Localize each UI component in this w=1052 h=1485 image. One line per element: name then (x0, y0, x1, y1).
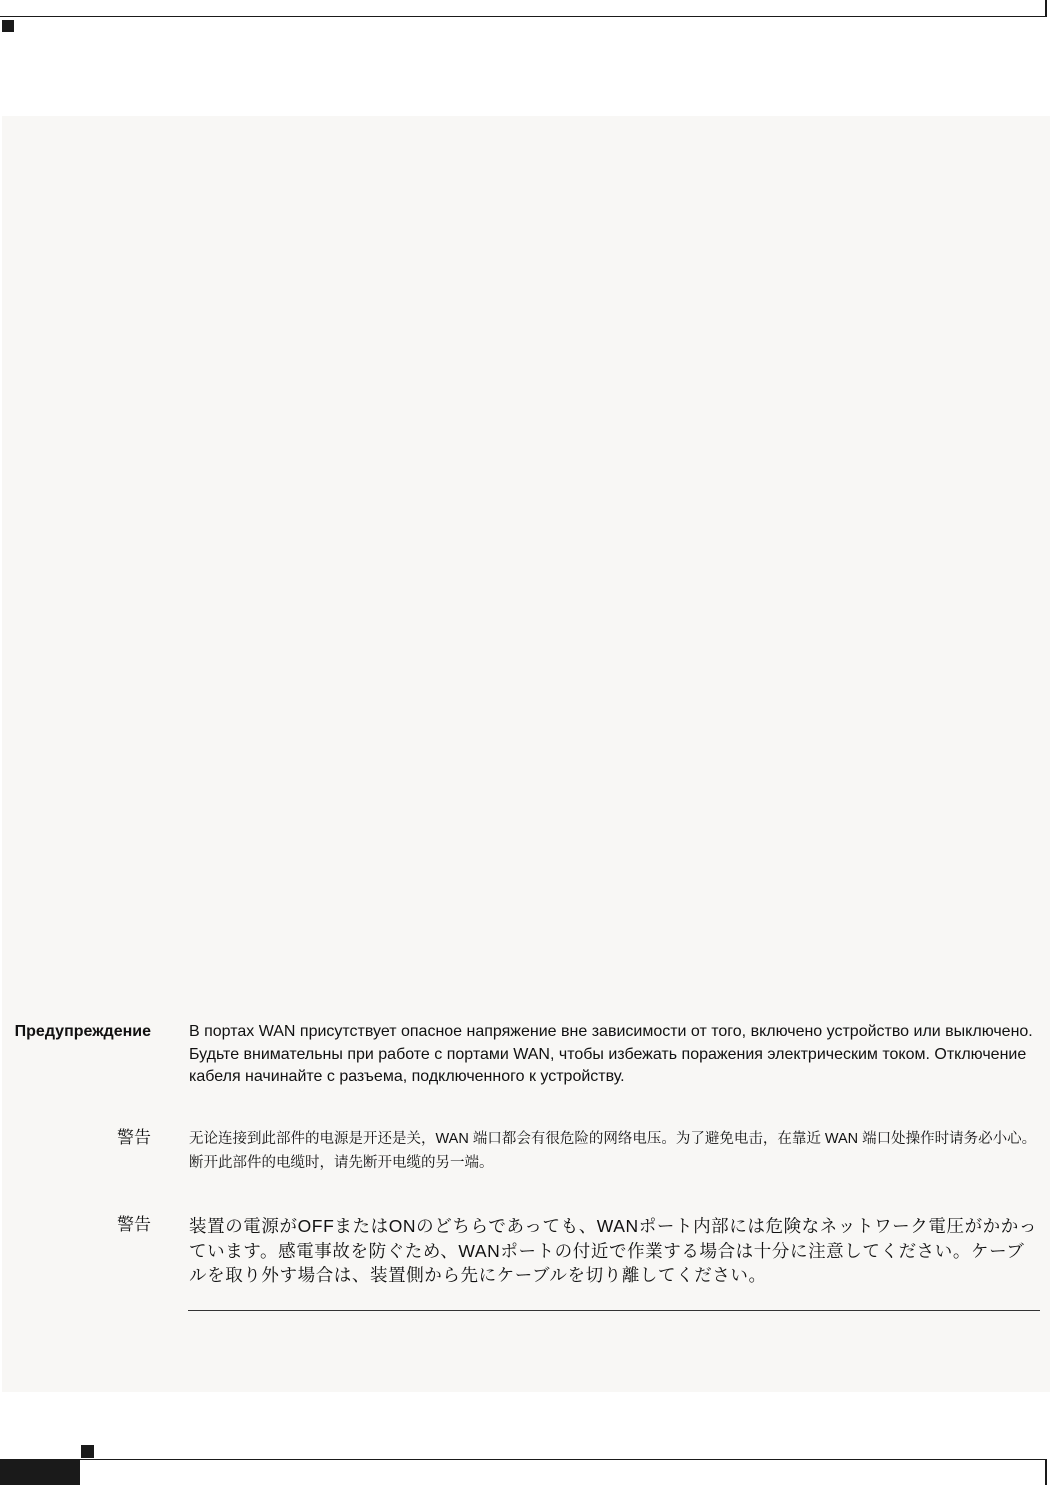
header-corner-mark (1045, 0, 1047, 17)
header-rule (0, 16, 1046, 17)
content-area (2, 116, 1050, 1392)
warning-label-chinese: 警告 (117, 1128, 151, 1147)
footer-corner-mark (1045, 1459, 1047, 1485)
warning-text-japanese: 装置の電源がOFFまたはONのどちらであっても、WANポート内部には危険なネットワーク電圧がかかっています。感電事故を防ぐため、WANポートの付近で作業する場合は十分に注意してください。ケーブルを取り外す場合は、装置側から先にケーブルを切り離してください。 (189, 1216, 1037, 1285)
footer-rule (0, 1459, 1046, 1460)
section-end-rule (188, 1310, 1040, 1311)
footer-square-marker (81, 1445, 94, 1458)
footer-page-tab (0, 1460, 80, 1485)
warning-label-russian: Предупреждение (14, 1023, 151, 1040)
warning-text-russian: В портах WAN присутствует опасное напряжение вне зависимости от того, включено устройство или выключено. Будьте внимательны при работе с портами WAN, чтобы избежать поражения электрическим током. Отключение кабеля начинайте с разъема, подключенного к устройству. (189, 1023, 1033, 1085)
warning-label-japanese: 警告 (117, 1215, 151, 1234)
header-square-marker (2, 20, 14, 32)
warning-text-chinese: 无论连接到此部件的电源是开还是关，WAN 端口都会有很危险的网络电压。为了避免电击，在靠近 WAN 端口处操作时请务必小心。断开此部件的电缆时，请先断开电缆的另一端。 (189, 1131, 1037, 1171)
